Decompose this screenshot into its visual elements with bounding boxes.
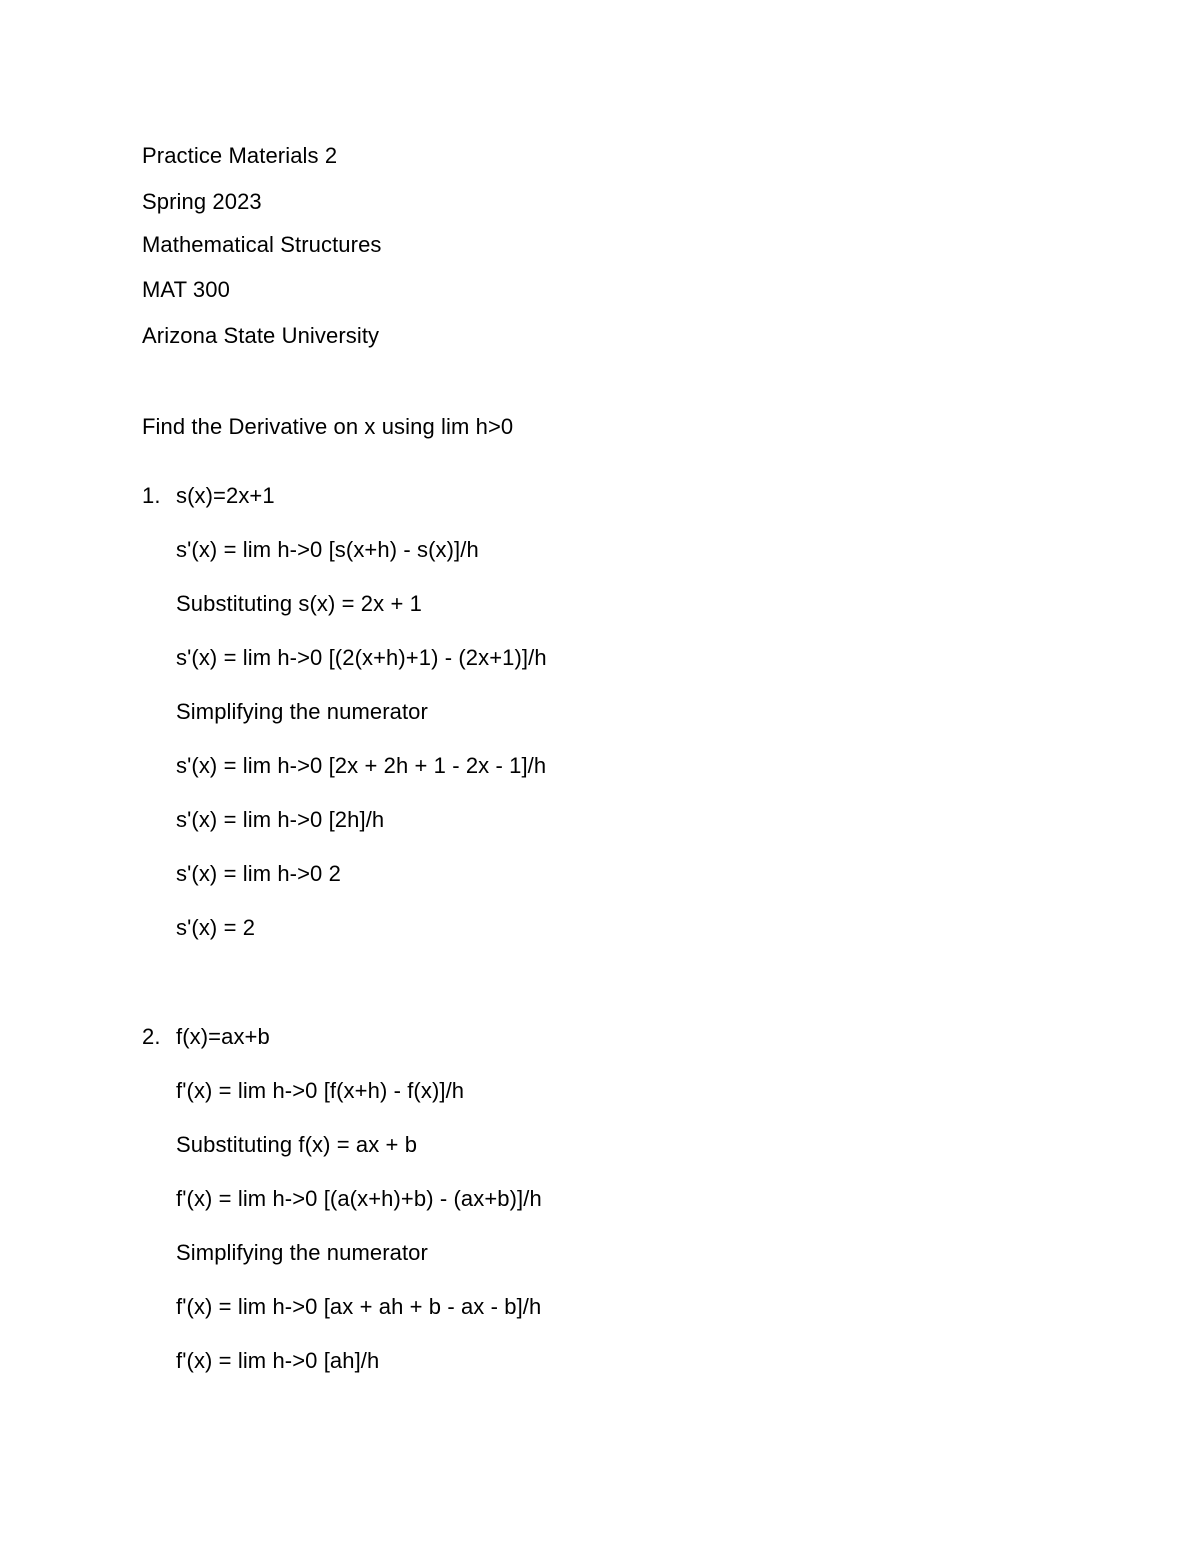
solution-step: f'(x) = lim h->0 [ax + ah + b - ax - b]/h — [176, 1294, 542, 1319]
solution-step: f'(x) = lim h->0 [f(x+h) - f(x)]/h — [176, 1078, 465, 1103]
problem-number: 1. — [142, 483, 161, 508]
instruction: Find the Derivative on x using lim h>0 — [142, 414, 514, 439]
solution-step: s'(x) = lim h->0 [2h]/h — [176, 807, 385, 832]
solution-step: Substituting s(x) = 2x + 1 — [176, 591, 422, 616]
solution-step: Simplifying the numerator — [176, 699, 428, 724]
problem-number: 2. — [142, 1024, 161, 1049]
solution-step: f'(x) = lim h->0 [ah]/h — [176, 1348, 380, 1373]
solution-step: s'(x) = lim h->0 [2x + 2h + 1 - 2x - 1]/h — [176, 753, 547, 778]
solution-step: Substituting f(x) = ax + b — [176, 1132, 418, 1157]
solution-step: s'(x) = lim h->0 [(2(x+h)+1) - (2x+1)]/h — [176, 645, 547, 670]
document-title: Practice Materials 2 — [142, 143, 338, 168]
solution-step: s'(x) = 2 — [176, 915, 256, 940]
institution: Arizona State University — [142, 323, 380, 348]
term: Spring 2023 — [142, 189, 262, 214]
problem-function: s(x)=2x+1 — [176, 483, 275, 508]
solution-step: f'(x) = lim h->0 [(a(x+h)+b) - (ax+b)]/h — [176, 1186, 542, 1211]
solution-step: s'(x) = lim h->0 [s(x+h) - s(x)]/h — [176, 537, 479, 562]
course-code: MAT 300 — [142, 277, 230, 302]
solution-step: Simplifying the numerator — [176, 1240, 428, 1265]
solution-step: s'(x) = lim h->0 2 — [176, 861, 341, 886]
course-name: Mathematical Structures — [142, 232, 382, 257]
problem-function: f(x)=ax+b — [176, 1024, 270, 1049]
